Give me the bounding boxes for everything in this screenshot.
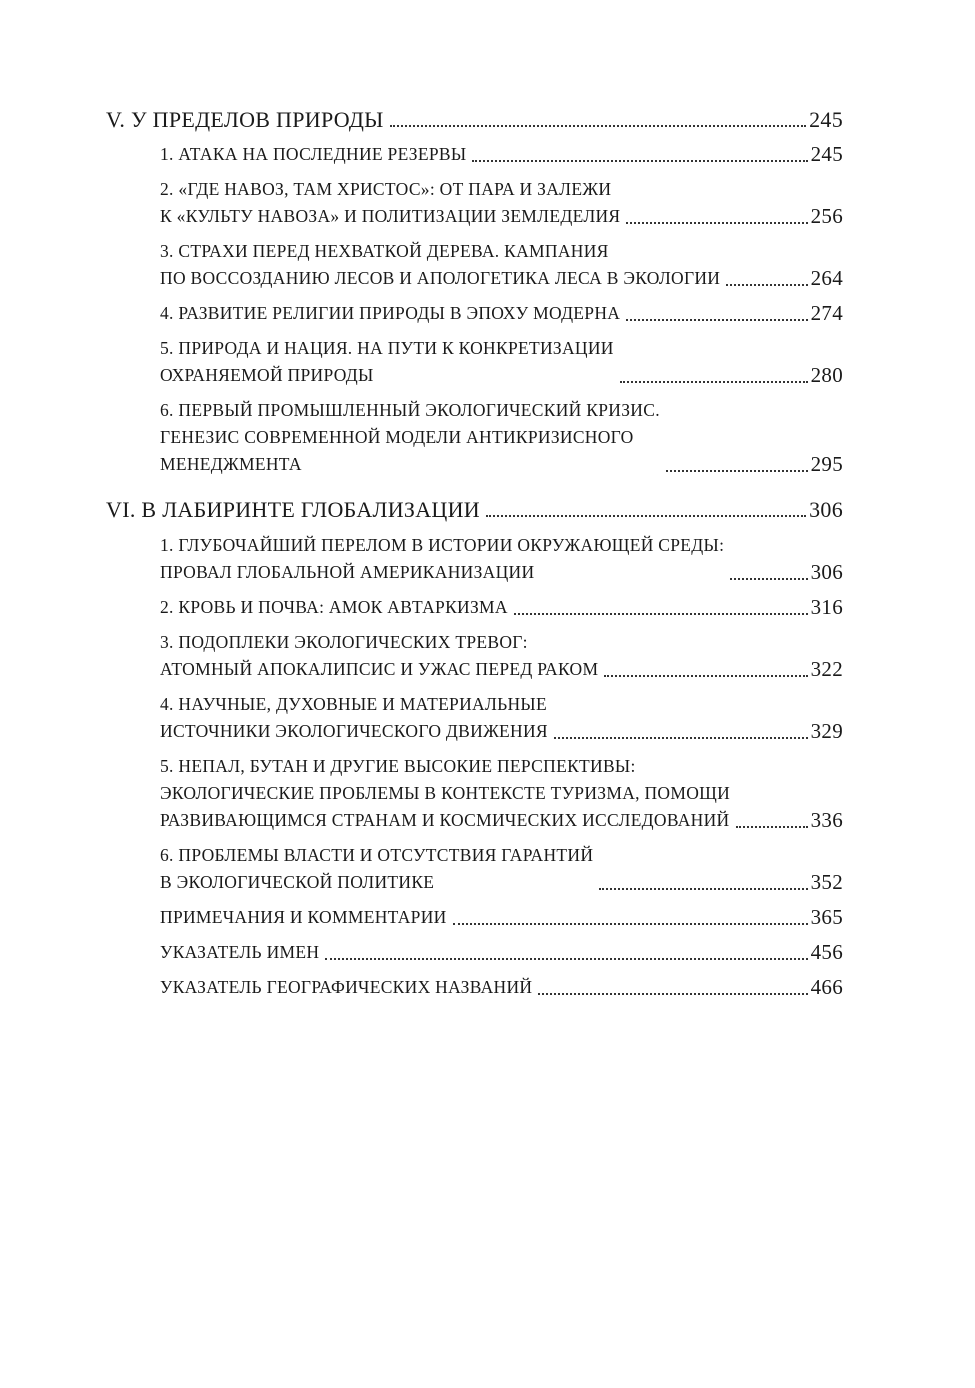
page-number: 316 — [810, 595, 843, 619]
page-number: 329 — [810, 719, 843, 743]
dot-leader — [626, 222, 807, 224]
chapter-title — [160, 397, 660, 478]
chapter-title-line: 2. «ГДЕ НАВОЗ, ТАМ ХРИСТОС»: ОТ ПАРА И ЗАЛЕЖИ — [160, 179, 612, 199]
toc-geo-index[interactable] — [160, 974, 843, 1001]
chapter-title — [160, 753, 730, 834]
chapter-title — [160, 939, 319, 966]
dot-leader — [730, 578, 807, 580]
dot-leader — [486, 515, 806, 517]
dot-leader — [736, 826, 808, 828]
dot-leader — [514, 613, 808, 615]
chapter-title — [160, 300, 620, 327]
chapter-title-line: 1. АТАКА НА ПОСЛЕДНИЕ РЕЗЕРВЫ — [160, 144, 467, 164]
toc-chapter[interactable] — [160, 594, 843, 621]
chapter-title-line: 3. СТРАХИ ПЕРЕД НЕХВАТКОЙ ДЕРЕВА. КАМПАНИЯ — [160, 241, 609, 261]
page-number: 280 — [810, 363, 843, 387]
toc-chapter[interactable] — [160, 141, 843, 168]
chapter-title-line: 3. ПОДОПЛЕКИ ЭКОЛОГИЧЕСКИХ ТРЕВОГ: — [160, 632, 528, 652]
chapter-title-line: АТОМНЫЙ АПОКАЛИПСИС И УЖАС ПЕРЕД РАКОМ — [160, 659, 599, 679]
chapter-title-line: В ЭКОЛОГИЧЕСКОЙ ПОЛИТИКЕ — [160, 872, 435, 892]
chapter-title-line: ИСТОЧНИКИ ЭКОЛОГИЧЕСКОГО ДВИЖЕНИЯ — [160, 721, 548, 741]
chapter-title-line: 1. ГЛУБОЧАЙШИЙ ПЕРЕЛОМ В ИСТОРИИ ОКРУЖАЮЩЕЙ СРЕДЫ: — [160, 535, 725, 555]
chapter-title-line: 6. ПРОБЛЕМЫ ВЛАСТИ И ОТСУТСТВИЯ ГАРАНТИЙ — [160, 845, 594, 865]
toc-part-v[interactable] — [106, 106, 843, 134]
page-number: 295 — [810, 452, 843, 476]
toc-chapter[interactable] — [160, 691, 843, 745]
dot-leader — [626, 319, 807, 321]
chapter-title — [160, 629, 598, 683]
chapter-title-line: УКАЗАТЕЛЬ ИМЕН — [160, 942, 320, 962]
chapter-title — [160, 335, 614, 389]
part-title: V. У ПРЕДЕЛОВ ПРИРОДЫ — [106, 107, 384, 132]
page-number: 456 — [810, 940, 843, 964]
toc-chapter[interactable] — [160, 753, 843, 834]
chapter-title-line: 6. ПЕРВЫЙ ПРОМЫШЛЕННЫЙ ЭКОЛОГИЧЕСКИЙ КРИЗИС. — [160, 400, 660, 420]
chapter-title-line: ГЕНЕЗИС СОВРЕМЕННОЙ МОДЕЛИ АНТИКРИЗИСНОГО — [160, 427, 634, 447]
dot-leader — [604, 675, 807, 677]
page-number: 365 — [810, 905, 843, 929]
chapter-title-line: К «КУЛЬТУ НАВОЗА» И ПОЛИТИЗАЦИИ ЗЕМЛЕДЕЛИЯ — [160, 206, 621, 226]
toc-name-index[interactable] — [160, 939, 843, 966]
dot-leader — [726, 284, 807, 286]
toc-chapter[interactable] — [160, 842, 843, 896]
dot-leader — [390, 125, 806, 127]
page-number: 352 — [810, 870, 843, 894]
dot-leader — [554, 737, 808, 739]
page-number: 306 — [810, 560, 843, 584]
chapter-title — [160, 141, 466, 168]
dot-leader — [325, 958, 807, 960]
dot-leader — [453, 923, 808, 925]
toc-chapter[interactable] — [160, 397, 843, 478]
page-number: 274 — [810, 301, 843, 325]
toc-chapter[interactable] — [160, 629, 843, 683]
page-number: 245 — [809, 107, 843, 132]
page-number: 466 — [810, 975, 843, 999]
toc-chapter[interactable] — [160, 532, 843, 586]
page-number: 306 — [809, 497, 843, 522]
dot-leader — [538, 993, 807, 995]
toc-notes[interactable] — [160, 904, 843, 931]
chapter-title — [160, 904, 447, 931]
chapter-title-line: ОХРАНЯЕМОЙ ПРИРОДЫ — [160, 365, 374, 385]
chapter-title — [160, 532, 724, 586]
table-of-contents — [106, 104, 843, 1001]
toc-chapter[interactable] — [160, 335, 843, 389]
part-title: VI. В ЛАБИРИНТЕ ГЛОБАЛИЗАЦИИ — [106, 497, 480, 522]
chapter-title-line: РАЗВИВАЮЩИМСЯ СТРАНАМ И КОСМИЧЕСКИХ ИССЛЕДОВАНИЙ — [160, 810, 730, 830]
chapter-title — [160, 691, 548, 745]
chapter-title-line: 5. НЕПАЛ, БУТАН И ДРУГИЕ ВЫСОКИЕ ПЕРСПЕКТИВЫ: — [160, 756, 636, 776]
chapter-title-line: 2. КРОВЬ И ПОЧВА: АМОК АВТАРКИЗМА — [160, 597, 508, 617]
chapter-title-line: ПРИМЕЧАНИЯ И КОММЕНТАРИИ — [160, 907, 447, 927]
dot-leader — [472, 160, 807, 162]
chapter-title-line: МЕНЕДЖМЕНТА — [160, 454, 302, 474]
chapter-title-line: ПО ВОССОЗДАНИЮ ЛЕСОВ И АПОЛОГЕТИКА ЛЕСА В ЭКОЛОГИИ — [160, 268, 721, 288]
toc-chapter[interactable] — [160, 238, 843, 292]
page-number: 336 — [810, 808, 843, 832]
page-number: 322 — [810, 657, 843, 681]
chapter-title-line: 5. ПРИРОДА И НАЦИЯ. НА ПУТИ К КОНКРЕТИЗАЦИИ — [160, 338, 614, 358]
toc-chapter[interactable] — [160, 176, 843, 230]
dot-leader — [599, 888, 807, 890]
chapter-title — [160, 238, 720, 292]
toc-chapter[interactable] — [160, 300, 843, 327]
toc-part-vi[interactable] — [106, 496, 843, 524]
chapter-title-line: 4. НАУЧНЫЕ, ДУХОВНЫЕ И МАТЕРИАЛЬНЫЕ — [160, 694, 547, 714]
chapter-title — [160, 974, 532, 1001]
chapter-title-line: ПРОВАЛ ГЛОБАЛЬНОЙ АМЕРИКАНИЗАЦИИ — [160, 562, 535, 582]
chapter-title-line: 4. РАЗВИТИЕ РЕЛИГИИ ПРИРОДЫ В ЭПОХУ МОДЕРНА — [160, 303, 621, 323]
chapter-title — [160, 176, 620, 230]
dot-leader — [620, 381, 808, 383]
chapter-title-line: ЭКОЛОГИЧЕСКИЕ ПРОБЛЕМЫ В КОНТЕКСТЕ ТУРИЗМА, ПОМОЩИ — [160, 783, 731, 803]
chapter-title-line: УКАЗАТЕЛЬ ГЕОГРАФИЧЕСКИХ НАЗВАНИЙ — [160, 977, 533, 997]
dot-leader — [666, 470, 808, 472]
chapter-title — [160, 594, 508, 621]
page-number: 245 — [810, 142, 843, 166]
page-number: 256 — [810, 204, 843, 228]
chapter-title — [160, 842, 593, 896]
page-number: 264 — [810, 266, 843, 290]
